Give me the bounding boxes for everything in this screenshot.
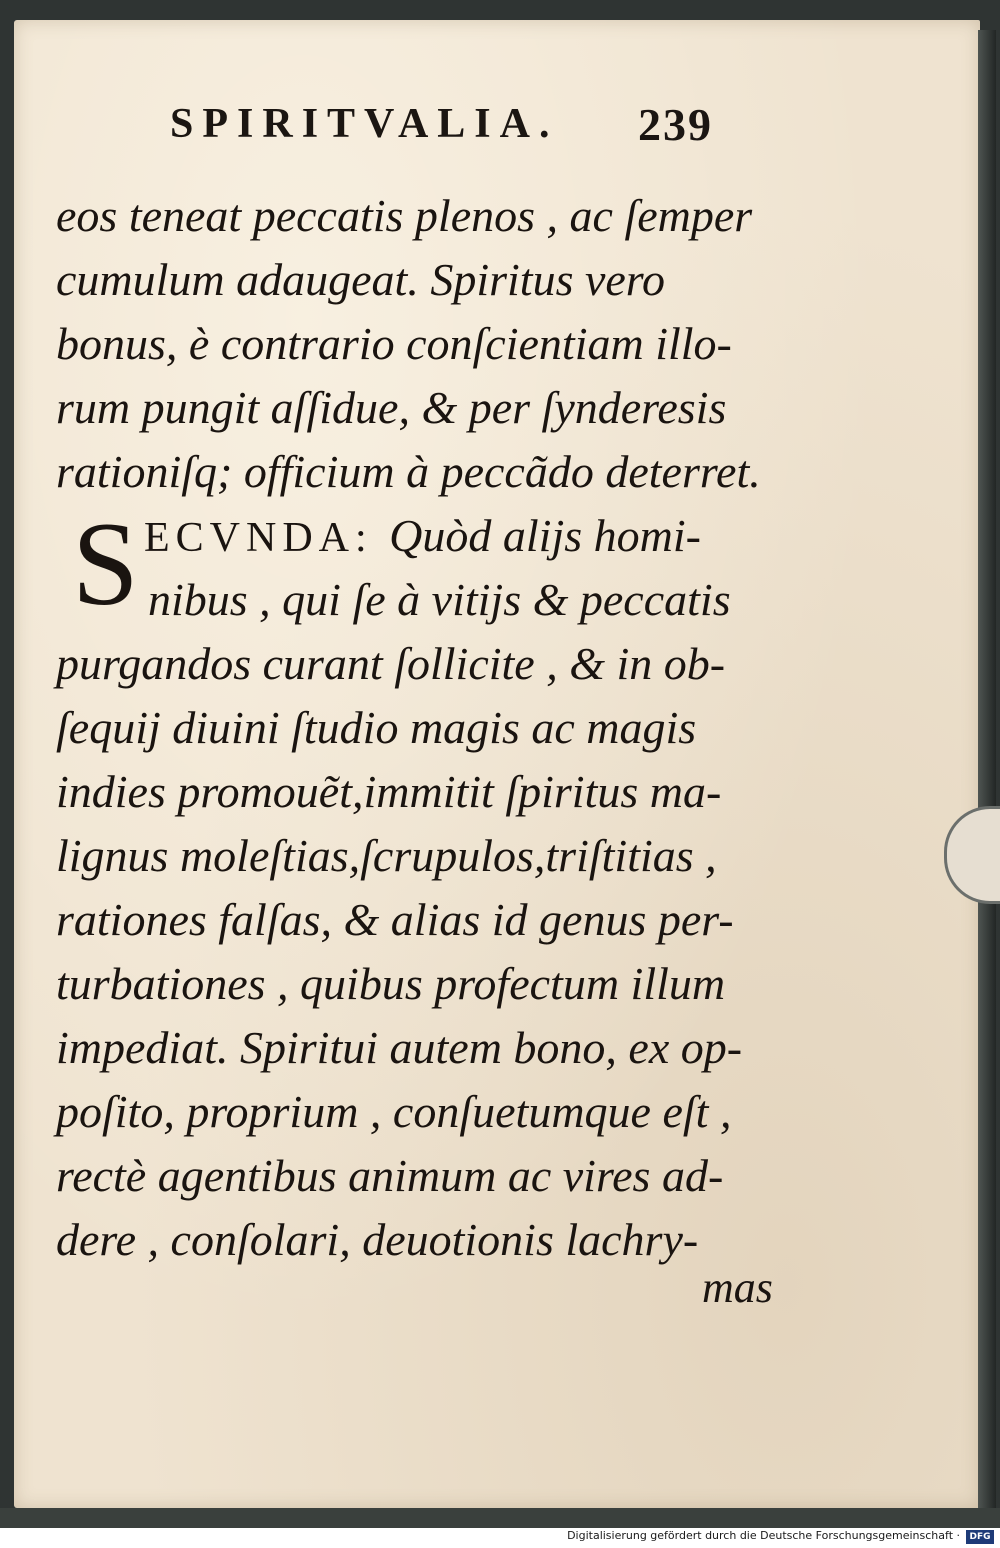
funding-note: Digitalisierung gefördert durch die Deutsche Forschungsgemeinschaft · [567,1529,960,1542]
dfg-logo: DFG [966,1530,994,1544]
footer-bar [0,1528,1000,1548]
text-line: rectè agentibus animum ac vires ad- [56,1150,724,1201]
page-header [170,100,750,160]
running-title: SPIRITVALIA. [170,101,559,147]
text-line: ſequij diuini ſtudio magis ac magis [56,702,697,753]
text-line: turbationes , quibus profectum illum [56,958,726,1009]
smallcaps-word: ECVNDA: [144,515,373,561]
text-line: nibus , qui ſe à vitijs & peccatis [148,574,731,625]
drop-cap-initial: S [72,497,139,630]
text-line: rum pungit aſſidue, & per ſynderesis [56,382,727,433]
text-line: lignus moleſtias,ſcrupulos,triſtitias , [56,830,717,881]
text-line: eos teneat peccatis plenos , ac ſemper [56,190,753,241]
page-number: 239 [638,99,713,150]
page-edge [978,30,996,1510]
initial-rest-smallcaps [144,504,701,570]
text-line: cumulum adaugeat. Spiritus vero [56,254,666,305]
text-line: purgandos curant ſollicite , & in ob- [56,638,726,689]
text-line: rationes falſas, & alias id genus per- [56,894,734,945]
text-line: dere , conſolari, deuotionis lachry- [56,1214,699,1265]
line-continuation: Quòd alijs homi- [389,510,701,561]
text-line: poſito, proprium , conſuetumque eſt , [56,1086,732,1137]
text-line: indies promouẽt,immitit ſpiritus ma- [56,766,722,817]
text-line: impediat. Spiritui autem bono, ex op- [56,1022,743,1073]
text-line: rationiſq; officium à peccãdo deterret. [56,446,761,497]
catchword: mas [702,1263,773,1312]
page-bottom-shadow [0,1508,1000,1528]
text-line: bonus, è contrario conſcientiam illo- [56,318,732,369]
